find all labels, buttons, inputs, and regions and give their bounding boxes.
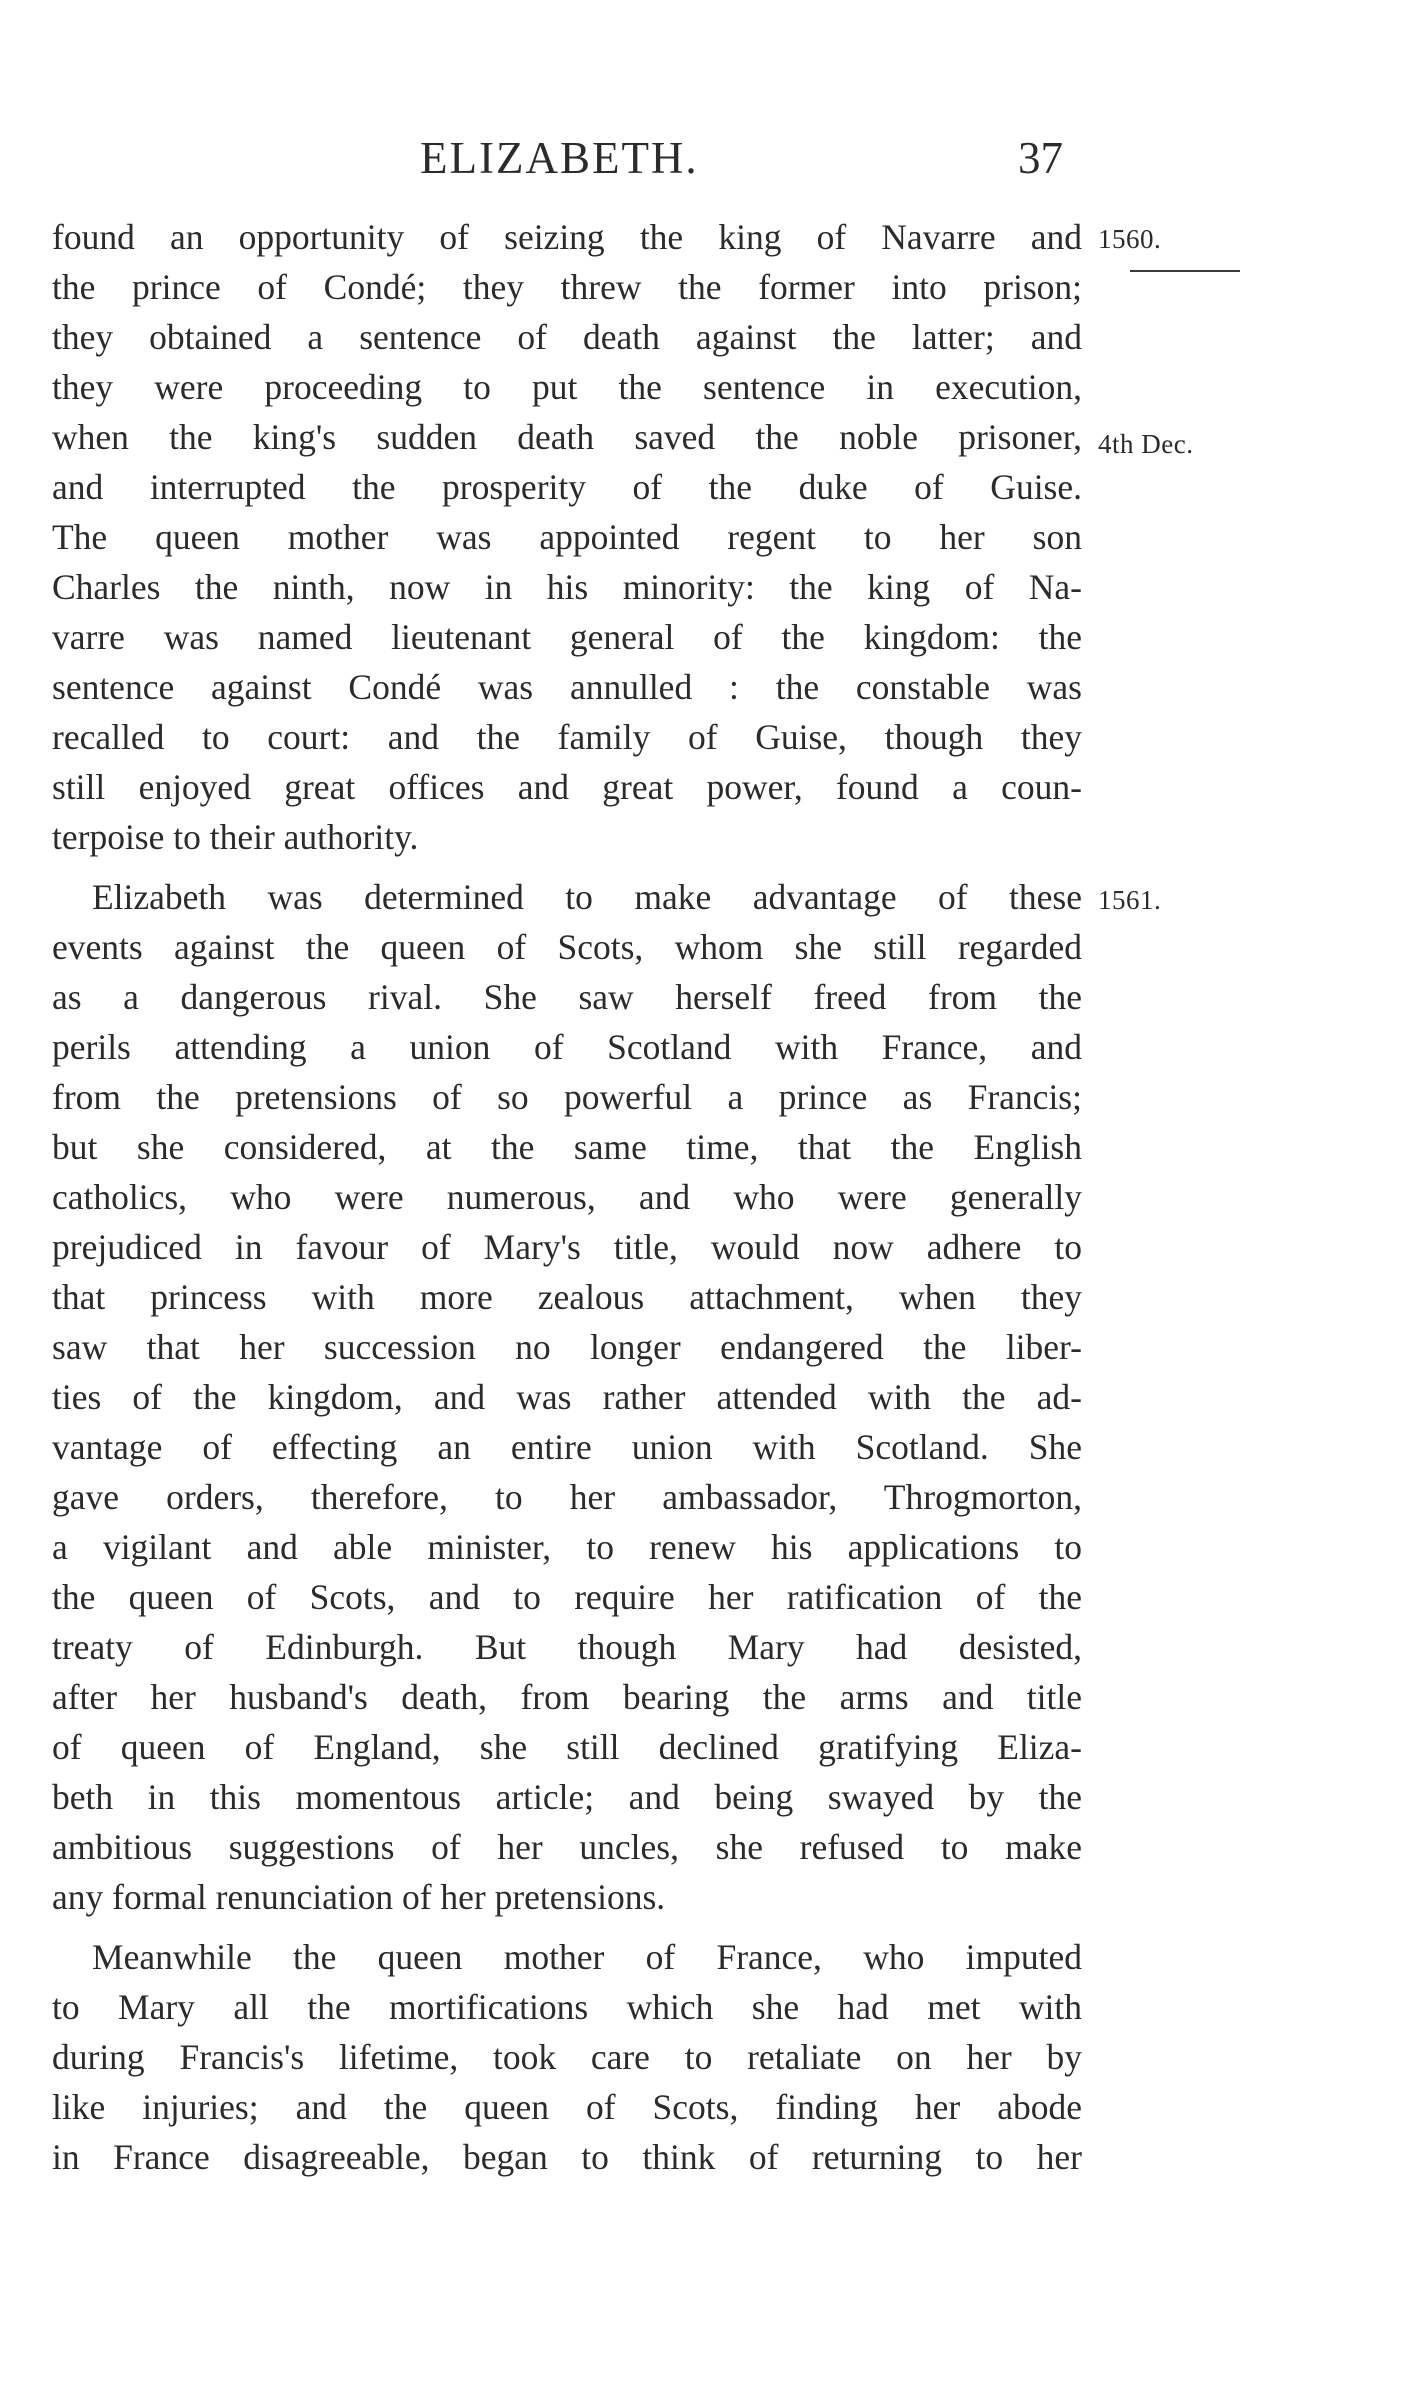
text-line: ambitious suggestions of her uncles, she refused to make [52, 1827, 1082, 1867]
text-line: like injuries; and the queen of Scots, finding her abode [52, 2087, 1082, 2127]
text-line: found an opportunity of seizing the king of Navarre and [52, 217, 1082, 257]
text-line: but she considered, at the same time, that the English [52, 1127, 1082, 1167]
text-line: they obtained a sentence of death against the latter; and [52, 317, 1082, 357]
text-line: ties of the kingdom, and was rather attended with the ad- [52, 1377, 1082, 1417]
text-line: during Francis's lifetime, took care to retaliate on her by [52, 2037, 1082, 2077]
text-line: any formal renunciation of her pretensions. [52, 1877, 666, 1917]
margin-note-date: 4th Dec. [1098, 429, 1194, 459]
text-line: still enjoyed great offices and great power, found a coun- [52, 767, 1082, 807]
text-line: in France disagreeable, began to think of returning to her [52, 2137, 1082, 2177]
text-line: of queen of England, she still declined gratifying Eliza- [52, 1727, 1082, 1767]
text-line: perils attending a union of Scotland with France, and [52, 1027, 1082, 1067]
text-line: Meanwhile the queen mother of France, who imputed [92, 1937, 1082, 1977]
text-line: the queen of Scots, and to require her ratification of the [52, 1577, 1082, 1617]
text-line: when the king's sudden death saved the noble prisoner, [52, 417, 1082, 457]
text-line: The queen mother was appointed regent to her son [52, 517, 1082, 557]
text-line: varre was named lieutenant general of the kingdom: the [52, 617, 1082, 657]
text-line: treaty of Edinburgh. But though Mary had desisted, [52, 1627, 1082, 1667]
text-line: beth in this momentous article; and being swayed by the [52, 1777, 1082, 1817]
text-line: a vigilant and able minister, to renew his applications to [52, 1527, 1082, 1567]
text-line: catholics, who were numerous, and who were generally [52, 1177, 1082, 1217]
running-head-title: ELIZABETH. [420, 133, 699, 183]
text-line: Elizabeth was determined to make advantage of these [92, 877, 1082, 917]
text-line: Charles the ninth, now in his minority: the king of Na- [52, 567, 1082, 607]
text-line: sentence against Condé was annulled : the constable was [52, 667, 1082, 707]
text-line: gave orders, therefore, to her ambassador, Throgmorton, [52, 1477, 1082, 1517]
text-line: prejudiced in favour of Mary's title, would now adhere to [52, 1227, 1082, 1267]
margin-note-year-1560: 1560. [1098, 224, 1162, 254]
text-line: as a dangerous rival. She saw herself freed from the [52, 977, 1082, 1017]
text-line: events against the queen of Scots, whom she still regarded [52, 927, 1082, 967]
margin-rule [1130, 270, 1240, 272]
page-number: 37 [1018, 133, 1063, 183]
text-line: that princess with more zealous attachment, when they [52, 1277, 1082, 1317]
text-line: they were proceeding to put the sentence in execution, [52, 367, 1082, 407]
text-line: from the pretensions of so powerful a prince as Francis; [52, 1077, 1082, 1117]
text-line: vantage of effecting an entire union with Scotland. She [52, 1427, 1082, 1467]
text-line: after her husband's death, from bearing the arms and title [52, 1677, 1082, 1717]
margin-note-year-1561: 1561. [1098, 885, 1162, 915]
text-line: saw that her succession no longer endangered the liber- [52, 1327, 1082, 1367]
text-line: recalled to court: and the family of Guise, though they [52, 717, 1082, 757]
text-line: and interrupted the prosperity of the duke of Guise. [52, 467, 1082, 507]
text-line: the prince of Condé; they threw the former into prison; [52, 267, 1082, 307]
text-line: to Mary all the mortifications which she had met with [52, 1987, 1082, 2027]
text-line: terpoise to their authority. [52, 817, 419, 857]
